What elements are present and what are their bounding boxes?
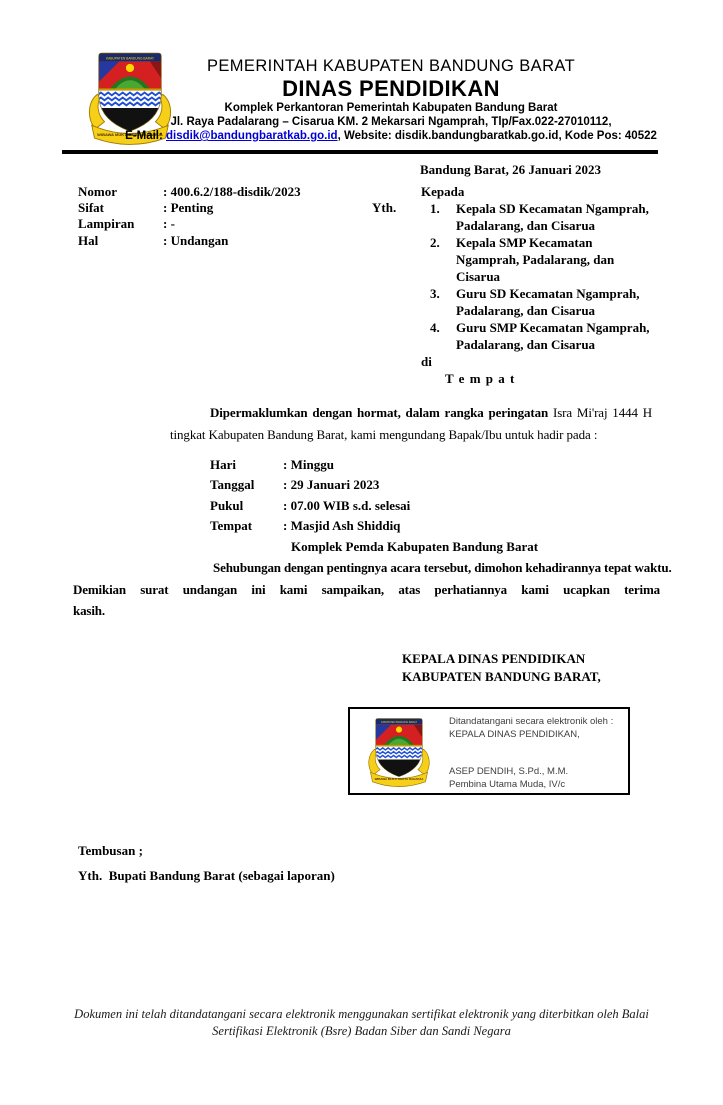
recipient-item: 2. Kepala SMP Kecamatan Ngamprah, Padalarang, dan Cisarua [430,235,615,284]
tembusan-item: Yth. Bupati Bandung Barat (sebagai laporan) [78,868,335,883]
letter-meta [78,184,301,249]
detail-row-tanggal: Tanggal : 29 Januari 2023 [210,477,380,493]
letter-date: Bandung Barat, 26 Januari 2023 [420,162,601,177]
stamp-header-text [449,716,627,741]
signer-rank: Pembina Utama Muda, IV/c [449,778,566,790]
address-line-1: Komplek Perkantoran Pemerintah Kabupaten Bandung Barat [224,102,558,114]
stamp-line-1: Ditandatangani secara elektronik oleh : [449,716,614,727]
detail-row-pukul: Pukul : 07.00 WIB s.d. selesai [210,497,411,513]
department-name: DINAS PENDIDIKAN [282,76,500,101]
tembusan-section [78,843,335,884]
closing-line-2: Demikian surat undangan ini kami sampaikan, atas perhatiannya kami ucapkan terima [73,581,660,597]
detail-row-tempat-2: Komplek Pemda Kabupaten Bandung Barat [291,538,539,554]
meta-row-sifat: Sifat : Penting [78,200,214,216]
tembusan-heading: Tembusan ; [78,843,143,858]
letterhead-divider [62,150,658,154]
recipient-block [421,183,653,388]
opening-line-1: Dipermaklumkan dengan hormat, dalam rangka peringatan Isra Mi'raj 1444 H [210,405,652,420]
event-details [210,455,538,557]
detail-row-hari: Hari : Minggu [210,457,334,472]
opening-line-2: tingkat Kabupaten Bandung Barat, kami mengundang Bapak/Ibu untuk hadir pada : [170,426,598,442]
meta-row-nomor: Nomor : 400.6.2/188-disdik/2023 [78,184,301,199]
contact-line [62,129,720,143]
meta-row-hal: Hal : Undangan [78,232,229,248]
signature-title-line-1: KEPALA DINAS PENDIDIKAN [402,651,586,666]
email-link[interactable]: disdik@bandungbaratkab.go.id [166,130,338,142]
email-label: E-Mail: [125,130,166,142]
closing-line-3: kasih. [73,603,105,618]
recipient-item: 1. Kepala SD Kecamatan Ngamprah, Padalarang, dan Cisarua [430,201,649,233]
closing-line-1: Sehubungan dengan pentingnya acara tersebut, dimohon kehadirannya tepat waktu. [213,560,672,575]
stamp-line-2: KEPALA DINAS PENDIDIKAN, [449,728,580,740]
closing-paragraph [73,557,672,622]
recipient-item: 4. Guru SMP Kecamatan Ngamprah, Padalarang, dan Cisarua [430,320,650,352]
di-label: di [421,354,432,369]
signature-title [402,650,601,685]
website-postcode-text: , Website: disdik.bandungbaratkab.go.id, Kode Pos: 40522 [337,130,657,142]
recipient-item: 3. Guru SD Kecamatan Ngamprah, Padalarang, dan Cisarua [430,286,640,318]
document-footer [0,1006,723,1040]
tempat-label: T e m p a t [445,371,516,386]
kepada-label: Kepada [421,184,465,199]
opening-paragraph [170,402,652,445]
government-name: PEMERINTAH KABUPATEN BANDUNG BARAT [206,57,576,75]
electronic-signature-disclaimer: Dokumen ini telah ditandatangani secara elektronik menggunakan sertifikat elektronik yang diterbitkan oleh Balai Sertifikasi Elektronik (Bsre) Badan Siber dan Sandi Negara [74,1007,649,1038]
meta-row-lampiran: Lampiran : - [78,216,175,232]
address-line-2: Jl. Raya Padalarang – Cisarua KM. 2 Mekarsari Ngamprah, Tlp/Fax.022-27010112, [170,116,612,128]
signer-name: ASEP DENDIH, S.Pd., M.M. [449,766,569,777]
coat-of-arms-stamp-logo [363,714,435,790]
stamp-signer-text [449,766,627,791]
detail-row-tempat: Tempat : Masjid Ash Shiddiq [210,518,401,534]
letterhead [62,56,720,143]
signature-title-line-2: KABUPATEN BANDUNG BARAT, [402,668,601,684]
yth-label: Yth. [372,200,397,215]
digital-signature-stamp [348,707,630,795]
